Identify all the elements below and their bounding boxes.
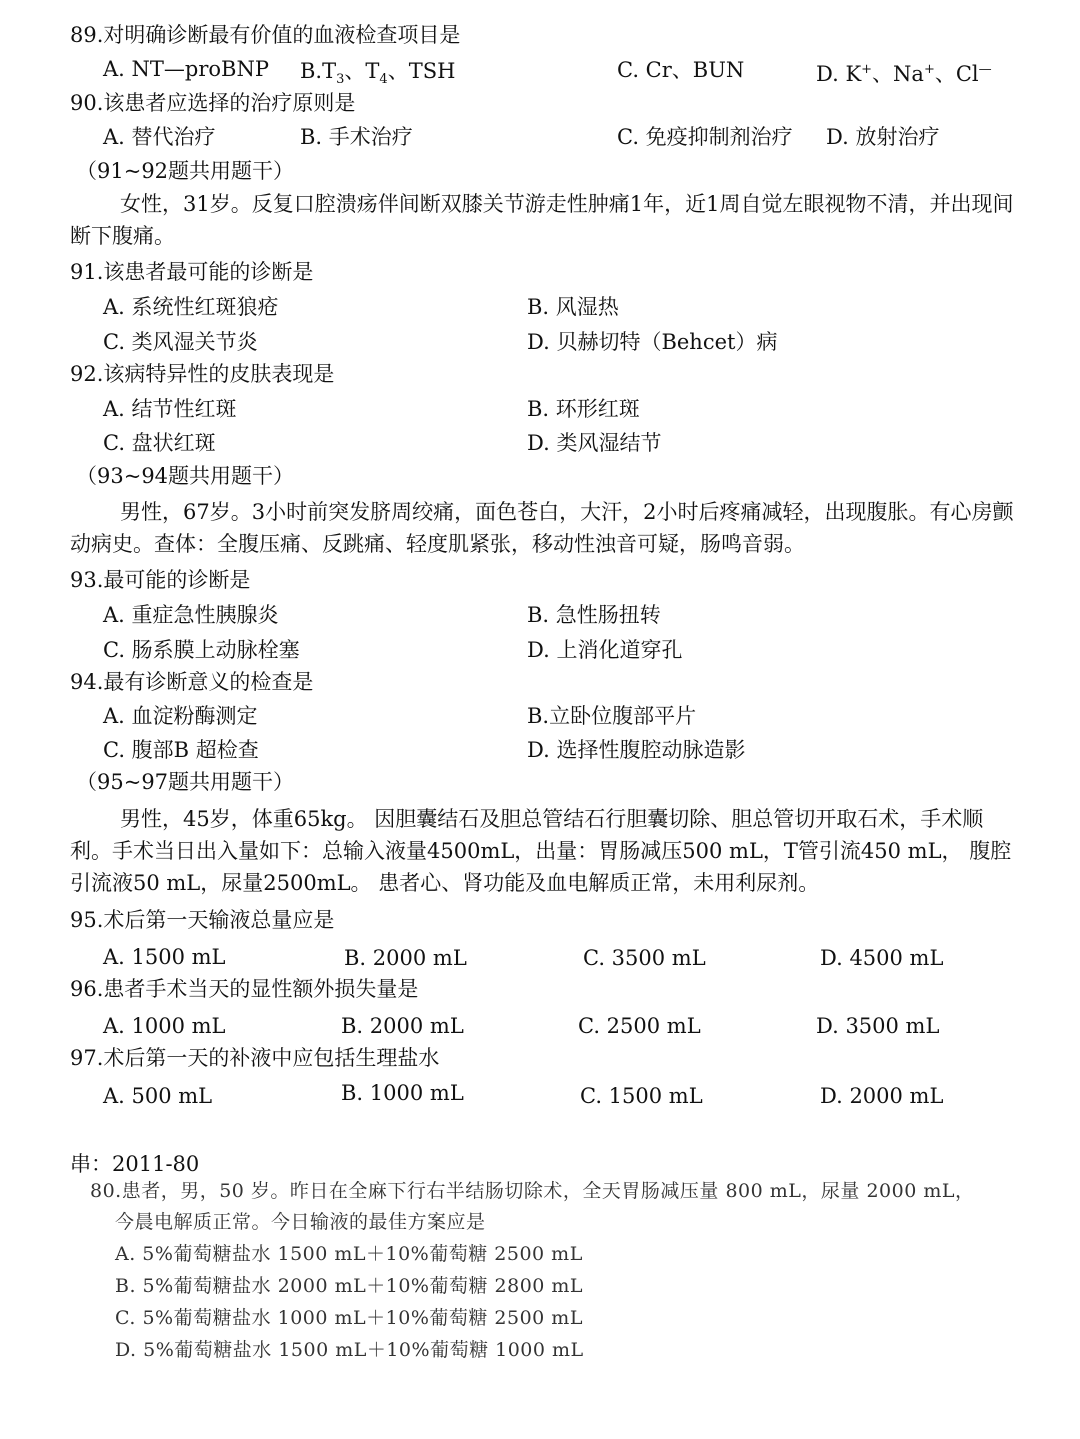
group-91-92-title: （91~92题共用题干）: [76, 159, 295, 183]
reference-option-b: B. 5%葡萄糖盐水 2000 mL＋10%葡萄糖 2800 mL: [115, 1275, 584, 1297]
question-96-option-b: B. 2000 mL: [341, 1014, 464, 1038]
group-95-97-title: （95~97题共用题干）: [76, 770, 295, 794]
question-89-option-a: A. NT—proBNP: [103, 57, 269, 81]
question-93-option-a: A. 重症急性胰腺炎: [103, 603, 279, 627]
reference-option-a: A. 5%葡萄糖盐水 1500 mL＋10%葡萄糖 2500 mL: [115, 1243, 583, 1265]
question-95-option-d: D. 4500 mL: [820, 946, 944, 970]
option-b-text-1: B.T: [300, 59, 337, 83]
question-92-stem: 92.该病特异性的皮肤表现是: [70, 362, 335, 386]
question-95-stem: 95.术后第一天输液总量应是: [70, 908, 335, 932]
question-95-option-b: B. 2000 mL: [344, 946, 467, 970]
question-95-option-a: A. 1500 mL: [103, 945, 226, 969]
question-89-option-b: [300, 58, 455, 93]
group-93-94-case: 男性，67岁。3小时前突发脐周绞痛，面色苍白，大汗，2小时后疼痛减轻，出现腹胀。有心房颤动病史。查体：全腹压痛、反跳痛、轻度肌紧张，移动性浊音可疑，肠鸣音弱。: [70, 500, 1014, 556]
group-93-94-title: （93~94题共用题干）: [76, 464, 295, 488]
question-91-option-c: C. 类风湿关节炎: [103, 330, 258, 354]
question-90-option-c: C. 免疫抑制剂治疗: [617, 125, 793, 149]
question-93-stem: 93.最可能的诊断是: [70, 568, 251, 592]
question-96-option-c: C. 2500 mL: [578, 1014, 701, 1038]
cross-reference-label: 串：2011-80: [70, 1152, 200, 1176]
option-b-text-3: 、TSH: [387, 59, 456, 83]
question-94-option-d: D. 选择性腹腔动脉造影: [527, 738, 746, 762]
question-93-option-c: C. 肠系膜上动脉栓塞: [103, 638, 300, 662]
option-d-text-3: 、Cl: [934, 62, 979, 86]
reference-question-stem: 80.患者，男，50 岁。昨日在全麻下行右半结肠切除术，全天胃肠减压量 800 mL，尿量 2000 mL，: [90, 1180, 975, 1202]
reference-option-c: C. 5%葡萄糖盐水 1000 mL＋10%葡萄糖 2500 mL: [115, 1307, 583, 1329]
question-97-option-c: C. 1500 mL: [580, 1084, 703, 1108]
question-94-option-c: C. 腹部B 超检查: [103, 738, 259, 762]
superscript-plus-1: +: [861, 62, 873, 77]
question-95-option-c: C. 3500 mL: [583, 946, 706, 970]
reference-question-stem-continued: 今晨电解质正常。今日输液的最佳方案应是: [115, 1211, 486, 1233]
subscript-4: 4: [379, 72, 388, 88]
question-91-stem: 91.该患者最可能的诊断是: [70, 260, 314, 284]
question-96-option-a: A. 1000 mL: [103, 1014, 226, 1038]
question-92-option-a: A. 结节性红斑: [103, 397, 237, 421]
reference-option-d: D. 5%葡萄糖盐水 1500 mL＋10%葡萄糖 1000 mL: [115, 1339, 584, 1361]
superscript-plus-2: +: [923, 62, 935, 77]
question-89-stem: 89.对明确诊断最有价值的血液检查项目是: [70, 23, 461, 47]
question-91-option-b: B. 风湿热: [527, 295, 619, 319]
question-97-option-b: B. 1000 mL: [341, 1081, 464, 1105]
question-90-option-b: B. 手术治疗: [300, 125, 413, 149]
option-d-text-2: 、Na: [872, 62, 924, 86]
option-b-text-2: 、T: [344, 59, 380, 83]
question-92-option-c: C. 盘状红斑: [103, 431, 216, 455]
group-91-92-case: 女性，31岁。反复口腔溃疡伴间断双膝关节游走性肿痛1年，近1周自觉左眼视物不清，并出现间断下腹痛。: [70, 192, 1014, 248]
question-89-option-d: [816, 57, 992, 87]
question-90-option-a: A. 替代治疗: [103, 125, 216, 149]
question-91-option-d: D. 贝赫切特（Behcet）病: [527, 330, 778, 354]
group-95-97-case: 男性，45岁，体重65kg。 因胆囊结石及胆总管结石行胆囊切除、胆总管切开取石术，手术顺利。手术当日出入量如下：总输入液量4500mL，出量：胃肠减压500 mL，T管引流450 mL， 腹腔引流液50 mL，尿量2500mL。 患者心、肾功能及血电解质正常，未用利尿剂。: [70, 807, 1012, 895]
question-93-option-b: B. 急性肠扭转: [527, 603, 661, 627]
question-94-option-a: A. 血淀粉酶测定: [103, 704, 258, 728]
question-97-option-d: D. 2000 mL: [820, 1084, 944, 1108]
question-93-option-d: D. 上消化道穿孔: [527, 638, 683, 662]
question-91-option-a: A. 系统性红斑狼疮: [103, 295, 279, 319]
option-d-text-1: D. K: [816, 62, 862, 86]
question-97-option-a: A. 500 mL: [103, 1084, 213, 1108]
subscript-3: 3: [336, 72, 345, 88]
question-96-stem: 96.患者手术当天的显性额外损失量是: [70, 977, 419, 1001]
superscript-minus: —: [978, 62, 992, 77]
question-97-stem: 97.术后第一天的补液中应包括生理盐水: [70, 1046, 440, 1070]
question-89-option-c: C. Cr、BUN: [617, 58, 745, 82]
question-94-option-b: B.立卧位腹部平片: [527, 704, 697, 728]
question-94-stem: 94.最有诊断意义的检查是: [70, 670, 314, 694]
question-92-option-b: B. 环形红斑: [527, 397, 640, 421]
question-90-stem: 90.该患者应选择的治疗原则是: [70, 91, 356, 115]
question-92-option-d: D. 类风湿结节: [527, 431, 662, 455]
question-96-option-d: D. 3500 mL: [816, 1014, 940, 1038]
question-90-option-d: D. 放射治疗: [826, 125, 940, 149]
